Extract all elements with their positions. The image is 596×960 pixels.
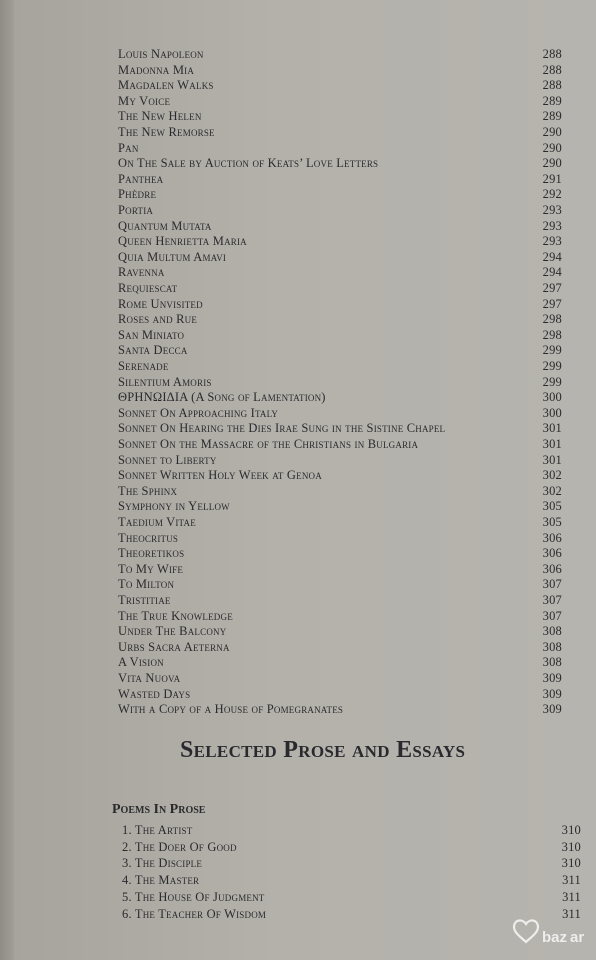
entry-page-number: 300 <box>542 405 562 420</box>
toc-entry <box>118 109 562 124</box>
entry-page-number: 300 <box>542 390 562 405</box>
toc-entry <box>122 873 581 888</box>
entry-page-number: 302 <box>542 483 562 498</box>
toc-entry <box>118 577 562 592</box>
entry-page-number: 306 <box>542 530 562 545</box>
toc-entry <box>118 531 562 546</box>
entry-title: Under The Balcony <box>118 624 227 639</box>
toc-entry <box>118 328 562 343</box>
toc-entry <box>118 343 562 358</box>
entry-title: Symphony in Yellow <box>118 499 230 514</box>
entry-page-number: 293 <box>542 234 562 249</box>
entry-title: 6. The Teacher Of Wisdom <box>122 906 267 921</box>
entry-title: Louis Napoleon <box>118 47 204 61</box>
toc-entry <box>118 406 562 421</box>
entry-page-number: 311 <box>562 906 581 921</box>
entry-title: Quia Multum Amavi <box>118 249 227 264</box>
entry-page-number: 294 <box>542 265 562 280</box>
entry-page-number: 307 <box>542 608 562 623</box>
entry-page-number: 289 <box>542 109 562 124</box>
entry-title: Pan <box>118 140 139 155</box>
entry-page-number: 305 <box>542 515 562 529</box>
toc-entry <box>118 499 562 514</box>
entry-title: To My Wife <box>118 561 184 576</box>
entry-page-number: 290 <box>542 156 562 171</box>
entry-page-number: 301 <box>542 437 562 451</box>
entry-title: My Voice <box>118 93 171 108</box>
entry-title: The New Remorse <box>118 125 215 139</box>
toc-entry <box>118 624 562 639</box>
entry-page-number: 288 <box>542 62 562 77</box>
entry-page-number: 307 <box>542 593 562 607</box>
entry-title: 5. The House Of Judgment <box>122 889 265 904</box>
toc-entry <box>122 823 581 838</box>
entry-title: Theocritus <box>118 530 179 545</box>
toc-entry <box>118 593 562 608</box>
entry-page-number: 308 <box>542 639 562 654</box>
binding-gutter <box>0 0 14 960</box>
entry-page-number: 298 <box>542 312 562 327</box>
toc-entry <box>118 437 562 452</box>
entry-page-number: 310 <box>561 856 581 871</box>
entry-title: Ravenna <box>118 265 165 280</box>
toc-entry <box>118 63 562 78</box>
entry-title: On The Sale by Auction of Keats’ Love Letters <box>118 156 379 171</box>
entry-title: 4. The Master <box>122 873 200 888</box>
toc-entry <box>122 856 581 871</box>
entry-page-number: 305 <box>542 499 562 514</box>
toc-entry <box>118 125 562 140</box>
toc-entry <box>118 265 562 280</box>
entry-title: ΘΡΗΝΩΙΔΙΑ (A Song of Lamentation) <box>118 390 326 405</box>
toc-entry <box>122 840 581 855</box>
entry-title: Portia <box>118 203 154 217</box>
bazar-logo-icon <box>504 916 586 950</box>
toc-entry <box>118 359 562 374</box>
toc-entry <box>118 94 562 109</box>
entry-title: To Milton <box>118 577 175 592</box>
entry-title: Sonnet Written Holy Week at Genoa <box>118 468 322 483</box>
entry-page-number: 307 <box>542 577 562 592</box>
toc-entry <box>118 468 562 483</box>
entry-page-number: 294 <box>542 249 562 264</box>
entry-title: 2. The Doer Of Good <box>122 839 237 854</box>
entry-page-number: 291 <box>542 171 562 186</box>
toc-entry <box>122 890 581 905</box>
toc-entry <box>118 297 562 312</box>
svg-text:ar: ar <box>570 929 585 946</box>
entry-page-number: 289 <box>542 93 562 108</box>
entry-title: Rome Unvisited <box>118 296 203 311</box>
entry-page-number: 292 <box>542 187 562 202</box>
entry-page-number: 311 <box>562 889 581 904</box>
entry-title: Quantum Mutata <box>118 218 212 233</box>
toc-entry <box>118 141 562 156</box>
entry-title: Silentium Amoris <box>118 374 212 389</box>
entry-title: Santa Decca <box>118 343 188 358</box>
toc-entry <box>118 375 562 390</box>
entry-page-number: 293 <box>542 203 562 217</box>
entry-title: Phèdre <box>118 187 157 202</box>
entry-page-number: 306 <box>542 561 562 576</box>
toc-entry <box>118 702 562 717</box>
toc-entry <box>118 687 562 702</box>
entry-title: The True Knowledge <box>118 608 233 623</box>
entry-title: Requiescat <box>118 281 178 295</box>
entry-page-number: 288 <box>542 47 562 61</box>
entry-title: Wasted Days <box>118 686 191 701</box>
entry-page-number: 310 <box>561 823 581 837</box>
entry-title: Taedium Vitae <box>118 515 196 529</box>
entry-page-number: 297 <box>542 296 562 311</box>
entry-title: Sonnet to Liberty <box>118 452 217 467</box>
toc-entry <box>118 655 562 670</box>
entry-title: Theoretikos <box>118 546 185 561</box>
svg-text:baz: baz <box>542 929 568 946</box>
entry-page-number: 309 <box>542 686 562 701</box>
entry-page-number: 310 <box>561 839 581 854</box>
toc-entry <box>118 78 562 93</box>
entry-page-number: 308 <box>542 655 562 670</box>
entry-title: 1. The Artist <box>122 823 193 837</box>
toc-entry <box>118 219 562 234</box>
entry-title: The Sphinx <box>118 483 178 498</box>
entry-title: Sonnet On the Massacre of the Christians in Bulgaria <box>118 437 419 451</box>
toc-entry <box>118 312 562 327</box>
entry-page-number: 293 <box>542 218 562 233</box>
entry-title: Tristitiae <box>118 593 171 607</box>
watermark-logo <box>504 916 586 950</box>
toc-entry <box>118 203 562 218</box>
entry-title: Panthea <box>118 171 164 186</box>
toc-entry <box>118 562 562 577</box>
toc-entry <box>118 390 562 405</box>
entry-page-number: 311 <box>562 873 581 888</box>
entry-title: Sonnet On Hearing the Dies Irae Sung in the Sistine Chapel <box>118 421 446 436</box>
entry-page-number: 297 <box>542 281 562 295</box>
entry-page-number: 299 <box>542 359 562 373</box>
toc-entry <box>118 546 562 561</box>
toc-entry <box>118 421 562 436</box>
entry-title: Roses and Rue <box>118 312 198 327</box>
toc-entry <box>118 156 562 171</box>
entry-title: 3. The Disciple <box>122 856 203 871</box>
entry-title: A Vision <box>118 655 164 670</box>
entry-title: Sonnet On Approaching Italy <box>118 405 279 420</box>
entry-title: Serenade <box>118 359 169 373</box>
entry-page-number: 288 <box>542 78 562 93</box>
entry-page-number: 298 <box>542 327 562 342</box>
toc-entry <box>118 250 562 265</box>
entry-page-number: 309 <box>542 702 562 717</box>
section-heading: Selected Prose and Essays <box>180 737 466 763</box>
entry-title: San Miniato <box>118 327 185 342</box>
entry-page-number: 301 <box>542 452 562 467</box>
entry-page-number: 306 <box>542 546 562 561</box>
entry-page-number: 309 <box>542 671 562 685</box>
entry-page-number: 308 <box>542 624 562 639</box>
entry-title: Urbs Sacra Aeterna <box>118 639 230 654</box>
toc-entry <box>118 515 562 530</box>
toc-entry <box>118 453 562 468</box>
toc-entry <box>118 609 562 624</box>
toc-entry <box>118 47 562 62</box>
toc-entry <box>118 484 562 499</box>
toc-entry <box>118 187 562 202</box>
subsection-heading: Poems In Prose <box>112 802 206 817</box>
entry-page-number: 299 <box>542 374 562 389</box>
entry-title: Madonna Mia <box>118 62 195 77</box>
entry-page-number: 290 <box>542 140 562 155</box>
entry-page-number: 301 <box>542 421 562 436</box>
toc-entry <box>118 281 562 296</box>
toc-entry <box>118 671 562 686</box>
entry-title: The New Helen <box>118 109 202 124</box>
toc-entry <box>118 172 562 187</box>
entry-page-number: 302 <box>542 468 562 483</box>
entry-page-number: 299 <box>542 343 562 358</box>
entry-page-number: 290 <box>542 125 562 139</box>
entry-title: Vita Nuova <box>118 671 181 685</box>
entry-title: With a Copy of a House of Pomegranates <box>118 702 344 717</box>
toc-entry <box>118 640 562 655</box>
toc-entry <box>118 234 562 249</box>
entry-title: Magdalen Walks <box>118 78 214 93</box>
entry-title: Queen Henrietta Maria <box>118 234 247 249</box>
